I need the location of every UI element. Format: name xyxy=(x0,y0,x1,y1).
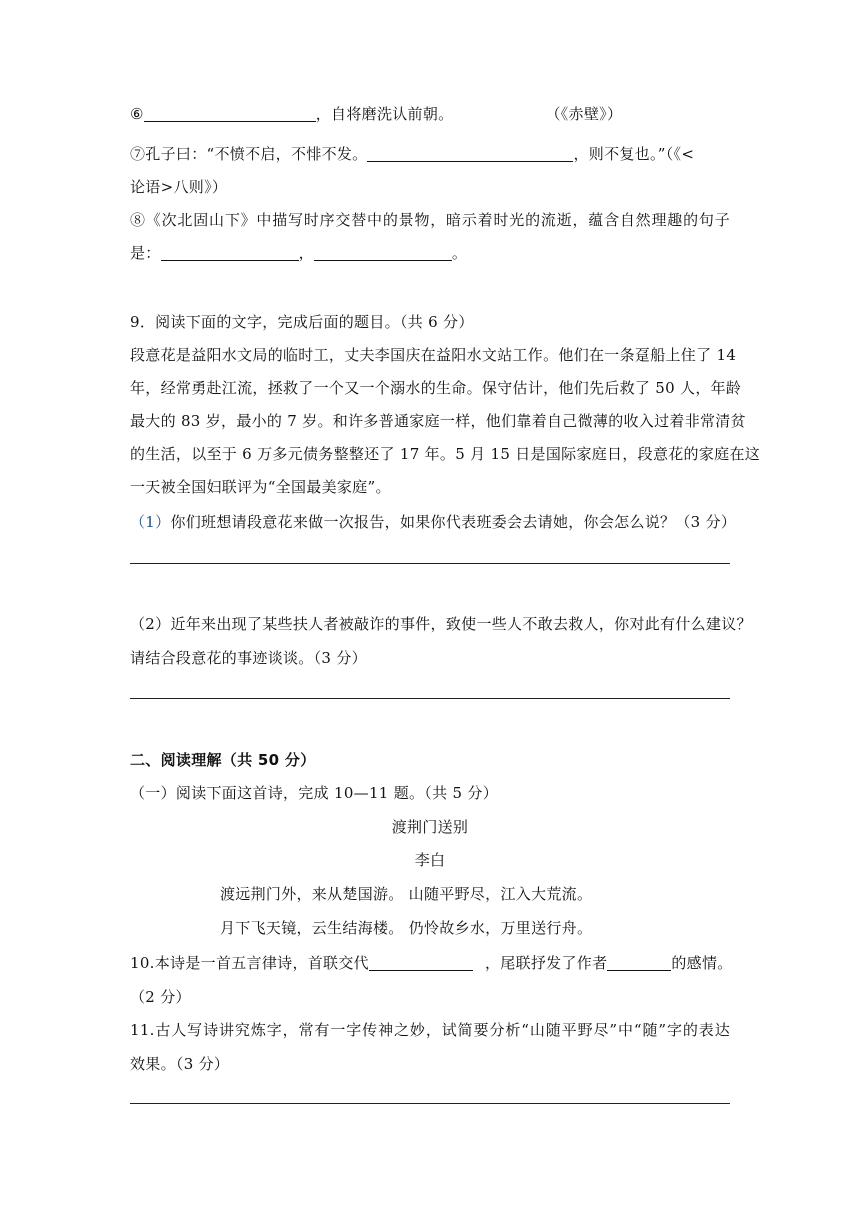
q10-answer-blank-2[interactable] xyxy=(607,954,671,971)
q8-text-b: 是： xyxy=(130,244,161,262)
q9-sub1-text: 你们班想请段意花来做一次报告，如果你代表班委会去请她，你会怎么说？（3 分） xyxy=(170,513,737,531)
q9-sub2-answer-line[interactable] xyxy=(130,698,730,699)
q11-answer-line[interactable] xyxy=(130,1103,730,1104)
q8-end: 。 xyxy=(451,244,468,262)
question-7 xyxy=(130,144,694,164)
q8-text-a: ⑧《次北固山下》中描写时序交替中的景物，暗示着时光的流逝，蕴含自然理趣的句子 xyxy=(130,211,730,229)
poem-line-2: 月下飞天镜，云生结海楼。 仍怜故乡水，万里送行舟。 xyxy=(220,919,593,937)
q7-text-c: 论语>八则》） xyxy=(130,178,228,196)
q10-text-a: 10.本诗是一首五言律诗，首联交代 xyxy=(130,954,369,972)
poem-author: 李白 xyxy=(414,851,446,869)
question-6 xyxy=(130,104,622,124)
section-2-title: 二、阅读理解（共 50 分） xyxy=(130,751,316,769)
q9-passage-line: 最大的 83 岁，最小的 7 岁。和许多普通家庭一样，他们靠着自己微薄的收入过着非常清贫 xyxy=(130,412,746,430)
q8-sep: ， xyxy=(298,244,314,262)
section-2-part-1: （一）阅读下面这首诗，完成 10—11 题。（共 5 分） xyxy=(130,784,498,802)
q9-passage-line: 一天被全国妇联评为“全国最美家庭”。 xyxy=(130,478,391,496)
q6-answer-blank[interactable] xyxy=(144,105,316,122)
q8-answer-blank-1[interactable] xyxy=(161,244,299,261)
q7-answer-blank[interactable] xyxy=(367,145,573,162)
q9-sub1-answer-line[interactable] xyxy=(130,563,730,564)
q8-answer-blank-2[interactable] xyxy=(314,244,452,261)
q9-sub2-text-a: （2）近年来出现了某些扶人者被敲诈的事件，致使一些人不敢去救人，你对此有什么建议？ xyxy=(130,615,752,633)
q10-text-c: 的感情。 xyxy=(671,954,733,972)
q9-passage-line: 的生活，以至于 6 万多元债务整整还了 17 年。5 月 15 日是国际家庭日，段意花的家庭在这 xyxy=(130,445,761,463)
q6-source: （《赤壁》） xyxy=(545,105,623,123)
question-10 xyxy=(130,953,733,973)
q11-text-a: 11.古人写诗讲究炼字，常有一字传神之妙，试简要分析“山随平野尽”中“随”字的表达 xyxy=(130,1021,730,1039)
q6-text: ，自将磨洗认前朝。 xyxy=(315,105,454,123)
question-8-answer-line xyxy=(130,243,467,263)
q7-text-a: ⑦孔子曰：“不愤不启，不悱不发。 xyxy=(130,145,368,163)
poem-line-1: 渡远荆门外，来从楚国游。 山随平野尽，江入大荒流。 xyxy=(220,885,593,903)
q9-title: 9．阅读下面的文字，完成后面的题目。（共 6 分） xyxy=(130,313,474,331)
q10-score: （2 分） xyxy=(130,988,191,1006)
q10-text-b: ，尾联抒发了作者 xyxy=(484,954,608,972)
q9-subquestion-1 xyxy=(130,512,736,532)
q9-sub2-text-b: 请结合段意花的事迹谈谈。（3 分） xyxy=(130,649,367,667)
q9-passage-line: 年，经常勇赴江流，拯救了一个又一个溺水的生命。保守估计，他们先后救了 50 人，年龄 xyxy=(130,379,742,397)
q9-passage-line: 段意花是益阳水文局的临时工，丈夫李国庆在益阳水文站工作。他们在一条趸船上住了 14 xyxy=(130,346,737,364)
q11-text-b: 效果。（3 分） xyxy=(130,1055,230,1073)
q9-sub1-number: （1） xyxy=(130,513,171,531)
q10-answer-blank-1[interactable] xyxy=(369,954,473,971)
q6-number: ⑥ xyxy=(130,105,144,123)
q7-text-b: ，则不复也。”（《< xyxy=(573,145,695,163)
poem-title: 渡荆门送别 xyxy=(391,818,469,836)
